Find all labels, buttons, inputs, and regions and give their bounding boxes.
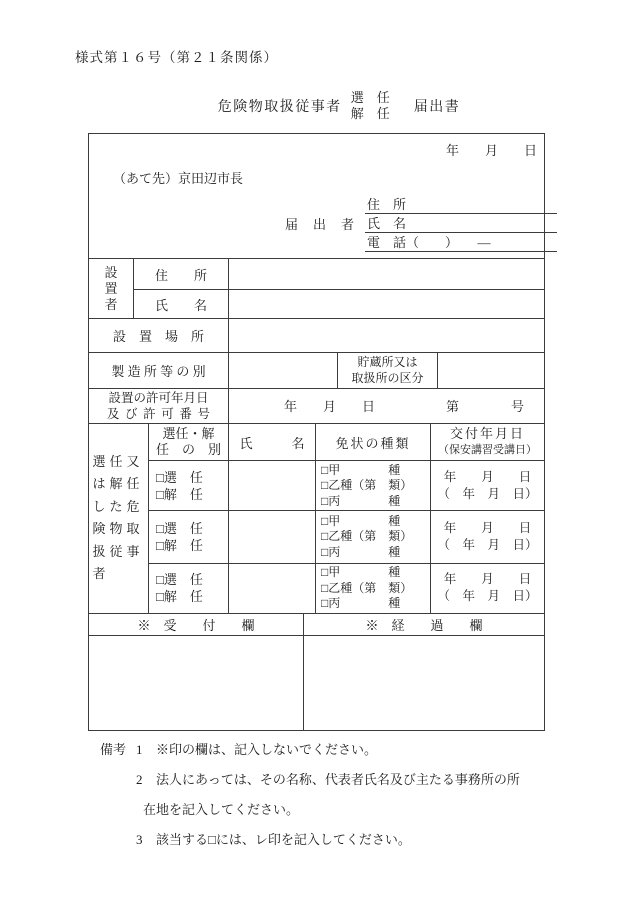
row3-grant-date: 年 月 日: [443, 572, 532, 587]
row3-license-cell: [316, 564, 431, 613]
row2-grant-date: 年 月 日: [443, 521, 532, 536]
header-grant-date: [431, 424, 544, 461]
header-appoint-type-line1: 選任・解: [162, 426, 215, 442]
applicant-name-field: 氏 名: [365, 214, 557, 233]
location-value: [229, 319, 544, 352]
row1-grant-date: 年 月 日: [443, 469, 532, 484]
header-license-type: 免状の種類: [316, 424, 431, 461]
employee-group-label-cell: [89, 424, 149, 613]
employee-section: [89, 423, 544, 613]
row1-license-otsu-checkbox: □乙種（第 類）: [321, 478, 413, 493]
storage-type-label-line1: 貯蔵所又は: [357, 355, 418, 370]
category-label: 製 造 所 等 の 別: [89, 353, 229, 388]
row1-license-cell: [316, 461, 431, 510]
note-line-2: [100, 772, 570, 788]
storage-type-label: [338, 353, 438, 388]
note2-indent: [100, 772, 136, 788]
row3-license-otsu-checkbox: □乙種（第 類）: [321, 580, 413, 595]
note2-number: 2: [136, 772, 143, 787]
form-title: [0, 90, 630, 122]
row3-license-hei-checkbox: □丙 種: [321, 596, 401, 611]
applicant-address-field: 住 所: [365, 195, 557, 214]
reception-blank-cell: [89, 636, 304, 730]
row3-dismiss-checkbox: □解 任: [156, 589, 203, 605]
row2-license-otsu-checkbox: □乙種（第 類）: [321, 529, 413, 544]
installer-group-label: 設置者: [104, 264, 118, 312]
row2-license-hei-checkbox: □丙 種: [321, 544, 401, 559]
header-grant-date-line1: 交付年月日: [449, 426, 525, 442]
reception-column-label: ※ 受 付 欄: [89, 614, 304, 635]
row1-grant-cell: [431, 461, 544, 510]
note3-number: 3: [136, 832, 143, 847]
title-suffix: 届出書: [413, 100, 461, 115]
note-line-3: [100, 832, 570, 848]
office-use-blank-row: [89, 635, 544, 730]
location-section: [89, 318, 544, 352]
row3-license-kou-checkbox: □甲 種: [321, 565, 401, 580]
employee-header-row: [149, 424, 544, 461]
row3-training-date: （ 年 月 日）: [437, 589, 538, 604]
addressee: （あて先）京田辺市長: [113, 171, 244, 186]
row2-appoint-cell: [149, 511, 229, 563]
header-appoint-type: [149, 424, 229, 461]
permit-number-text: 第 号: [445, 399, 524, 415]
permit-label-line2: 及び許可番号: [106, 406, 216, 421]
installer-address-row: [134, 259, 544, 288]
submission-date-line: 年 月 日: [445, 143, 537, 158]
storage-type-label-line2: 取扱所の区分: [351, 371, 424, 386]
employee-row-1: [149, 460, 544, 510]
applicant-block: [285, 195, 557, 252]
row2-license-kou-checkbox: □甲 種: [321, 513, 401, 528]
note1-number: 1: [136, 742, 143, 757]
permit-section: [89, 388, 544, 423]
row1-training-date: （ 年 月 日）: [437, 486, 538, 501]
form-code: 様式第１６号（第２１条関係）: [75, 50, 278, 65]
row3-appoint-checkbox: □選 任: [156, 572, 203, 588]
row2-training-date: （ 年 月 日）: [437, 538, 538, 553]
installer-rows: [134, 259, 544, 318]
installer-name-value: [229, 290, 544, 319]
employee-row-2: [149, 510, 544, 563]
category-section: [89, 352, 544, 388]
category-value: [229, 353, 338, 388]
title-prefix: 危険物取扱従事者: [217, 100, 342, 115]
installer-address-value: [229, 259, 544, 288]
top-section: [89, 134, 544, 258]
note3-text: 該当する□には、レ印を記入してください。: [156, 832, 411, 847]
header-appoint-type-line2: 任 の 別: [155, 442, 221, 458]
row1-appoint-cell: [149, 461, 229, 510]
permit-value-cell: [229, 389, 544, 423]
installer-section: [89, 258, 544, 318]
installer-address-label: 住 所: [134, 259, 229, 288]
applicant-fields: [365, 195, 557, 252]
location-label: 設 置 場 所: [89, 319, 229, 352]
permit-label-line1: 設置の許可年月日: [108, 390, 209, 405]
row1-license-hei-checkbox: □丙 種: [321, 493, 401, 508]
row2-dismiss-checkbox: □解 任: [156, 538, 203, 554]
permit-date-text: 年 月 日: [284, 399, 376, 415]
title-option-stack: [351, 90, 390, 122]
notes-block: [100, 742, 570, 862]
note-line-1: [100, 742, 570, 758]
installer-name-row: [134, 289, 544, 319]
row2-grant-cell: [431, 511, 544, 563]
applicant-phone-field: 電 話（ ） ―: [365, 233, 557, 252]
row1-dismiss-checkbox: □解 任: [156, 486, 203, 502]
header-name: 氏 名: [229, 424, 316, 461]
notes-title: 備考: [100, 742, 127, 757]
permit-label: [89, 389, 229, 423]
note2-text: 法人にあっては、その名称、代表者氏名及び主たる事務所の所: [156, 772, 520, 787]
notification-form-table: [88, 133, 545, 731]
installer-group-label-cell: [89, 259, 134, 318]
row1-license-kou-checkbox: □甲 種: [321, 462, 401, 477]
row2-license-cell: [316, 511, 431, 563]
note2-text-continued: 在地を記入してください。: [143, 802, 300, 817]
note3-indent: [100, 832, 136, 848]
header-grant-date-line2: （保安講習受講日）: [438, 444, 537, 457]
title-option-appoint: 選 任: [350, 90, 390, 105]
employee-row-3: [149, 563, 544, 613]
progress-blank-cell: [304, 636, 544, 730]
title-option-dismiss: 解 任: [350, 106, 390, 121]
progress-column-label: ※ 経 過 欄: [365, 617, 483, 633]
row2-name-cell: [229, 511, 316, 563]
employee-group-label: 選任又は解任した危険物取扱従事者: [92, 453, 144, 582]
storage-type-value: [438, 353, 544, 388]
employee-table: [149, 424, 544, 613]
office-use-header-row: [89, 613, 544, 635]
row3-grant-cell: [431, 564, 544, 613]
installer-name-label: 氏 名: [134, 290, 229, 319]
row1-appoint-checkbox: □選 任: [156, 469, 203, 485]
row2-appoint-checkbox: □選 任: [156, 521, 203, 537]
note-line-2-continued: [100, 802, 570, 818]
row3-name-cell: [229, 564, 316, 613]
row1-name-cell: [229, 461, 316, 510]
note1-text: ※印の欄は、記入しないでください。: [156, 742, 378, 757]
row3-appoint-cell: [149, 564, 229, 613]
applicant-label: 届 出 者: [285, 217, 356, 233]
